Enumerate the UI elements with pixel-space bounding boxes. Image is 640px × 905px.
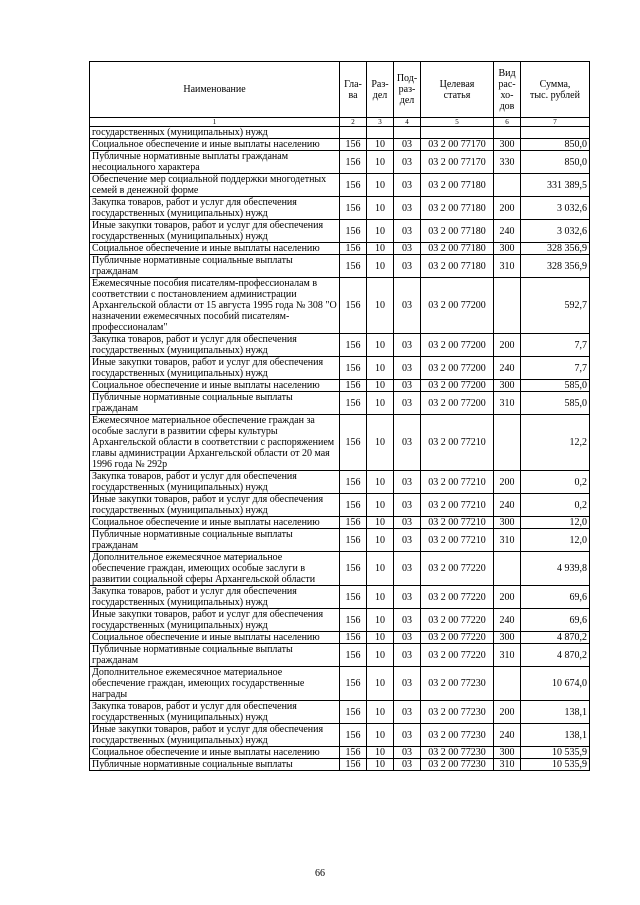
header-statya: Целевая статья — [421, 62, 494, 118]
row-razdel: 10 — [367, 357, 394, 380]
row-podrazdel: 03 — [394, 747, 421, 759]
row-podrazdel: 03 — [394, 139, 421, 151]
row-summa: 331 389,5 — [521, 174, 590, 197]
row-glava: 156 — [340, 759, 367, 771]
row-statya: 03 2 00 77180 — [421, 243, 494, 255]
table-row — [90, 380, 590, 392]
table-row — [90, 759, 590, 771]
row-name: Закупка товаров, работ и услуг для обеспечения государственных (муниципальных) нужд — [90, 197, 340, 220]
row-name: Закупка товаров, работ и услуг для обеспечения государственных (муниципальных) нужд — [90, 586, 340, 609]
row-glava: 156 — [340, 517, 367, 529]
table-row — [90, 415, 590, 471]
row-razdel: 10 — [367, 759, 394, 771]
row-glava: 156 — [340, 471, 367, 494]
row-summa: 138,1 — [521, 724, 590, 747]
table-row — [90, 724, 590, 747]
row-statya: 03 2 00 77170 — [421, 139, 494, 151]
row-statya: 03 2 00 77220 — [421, 632, 494, 644]
column-number: 1 — [90, 118, 340, 127]
table-row — [90, 471, 590, 494]
row-glava: 156 — [340, 632, 367, 644]
table-row — [90, 529, 590, 552]
budget-table-container — [89, 61, 589, 771]
table-row — [90, 139, 590, 151]
row-name: Дополнительное ежемесячное материальное обеспечение граждан, имеющих особые заслуги в развитии социальной сферы Архангельской области — [90, 552, 340, 586]
row-name: Ежемесячное материальное обеспечение граждан за особые заслуги в развитии сферы культуры Архангельской области в соответствии с распоряжением главы администрации Архангельской области от 20 мая 1996 года № 292р — [90, 415, 340, 471]
row-glava: 156 — [340, 494, 367, 517]
row-vid: 200 — [494, 471, 521, 494]
row-razdel: 10 — [367, 529, 394, 552]
row-vid: 200 — [494, 701, 521, 724]
table-row — [90, 357, 590, 380]
column-number-row — [90, 118, 590, 127]
row-podrazdel: 03 — [394, 759, 421, 771]
row-podrazdel: 03 — [394, 334, 421, 357]
row-summa: 69,6 — [521, 609, 590, 632]
table-row — [90, 667, 590, 701]
row-razdel: 10 — [367, 255, 394, 278]
row-glava: 156 — [340, 552, 367, 586]
row-razdel: 10 — [367, 517, 394, 529]
table-row — [90, 151, 590, 174]
row-statya: 03 2 00 77220 — [421, 552, 494, 586]
table-row — [90, 632, 590, 644]
row-name: Иные закупки товаров, работ и услуг для обеспечения государственных (муниципальных) нужд — [90, 357, 340, 380]
row-vid: 240 — [494, 494, 521, 517]
row-podrazdel: 03 — [394, 357, 421, 380]
table-row — [90, 701, 590, 724]
row-summa: 4 870,2 — [521, 632, 590, 644]
table-row — [90, 278, 590, 334]
table-row — [90, 586, 590, 609]
row-glava: 156 — [340, 243, 367, 255]
row-summa: 850,0 — [521, 151, 590, 174]
header-row — [90, 62, 590, 118]
row-glava — [340, 127, 367, 139]
row-razdel: 10 — [367, 667, 394, 701]
header-glava: Гла- ва — [340, 62, 367, 118]
row-name: Иные закупки товаров, работ и услуг для обеспечения государственных (муниципальных) нужд — [90, 220, 340, 243]
row-razdel: 10 — [367, 644, 394, 667]
row-statya: 03 2 00 77180 — [421, 174, 494, 197]
header-vid: Вид рас- хо- дов — [494, 62, 521, 118]
table-body — [90, 127, 590, 771]
row-statya: 03 2 00 77230 — [421, 701, 494, 724]
row-podrazdel: 03 — [394, 494, 421, 517]
row-razdel: 10 — [367, 278, 394, 334]
column-number: 2 — [340, 118, 367, 127]
row-summa: 138,1 — [521, 701, 590, 724]
row-statya: 03 2 00 77230 — [421, 747, 494, 759]
row-podrazdel: 03 — [394, 552, 421, 586]
table-row — [90, 392, 590, 415]
row-glava: 156 — [340, 357, 367, 380]
row-podrazdel: 03 — [394, 609, 421, 632]
row-razdel: 10 — [367, 220, 394, 243]
row-glava: 156 — [340, 667, 367, 701]
row-glava: 156 — [340, 139, 367, 151]
row-name: Социальное обеспечение и иные выплаты населению — [90, 517, 340, 529]
row-statya: 03 2 00 77210 — [421, 415, 494, 471]
row-name: Закупка товаров, работ и услуг для обеспечения государственных (муниципальных) нужд — [90, 334, 340, 357]
row-podrazdel: 03 — [394, 197, 421, 220]
row-summa: 10 535,9 — [521, 759, 590, 771]
row-vid: 310 — [494, 759, 521, 771]
row-summa: 12,0 — [521, 529, 590, 552]
table-row — [90, 243, 590, 255]
row-vid: 240 — [494, 609, 521, 632]
row-glava: 156 — [340, 255, 367, 278]
table-row — [90, 197, 590, 220]
row-vid — [494, 667, 521, 701]
row-vid: 310 — [494, 529, 521, 552]
row-name: Иные закупки товаров, работ и услуг для обеспечения государственных (муниципальных) нужд — [90, 724, 340, 747]
row-statya: 03 2 00 77230 — [421, 759, 494, 771]
row-summa: 4 870,2 — [521, 644, 590, 667]
row-razdel: 10 — [367, 380, 394, 392]
row-razdel: 10 — [367, 471, 394, 494]
row-name: Закупка товаров, работ и услуг для обеспечения государственных (муниципальных) нужд — [90, 471, 340, 494]
row-glava: 156 — [340, 392, 367, 415]
column-number: 7 — [521, 118, 590, 127]
row-podrazdel: 03 — [394, 255, 421, 278]
row-summa: 69,6 — [521, 586, 590, 609]
row-summa: 3 032,6 — [521, 197, 590, 220]
table-row — [90, 552, 590, 586]
row-statya: 03 2 00 77220 — [421, 609, 494, 632]
row-podrazdel — [394, 127, 421, 139]
row-summa — [521, 127, 590, 139]
table-row — [90, 220, 590, 243]
row-vid — [494, 415, 521, 471]
row-glava: 156 — [340, 724, 367, 747]
header-razdel: Раз- дел — [367, 62, 394, 118]
row-name: Публичные нормативные социальные выплаты гражданам — [90, 392, 340, 415]
row-glava: 156 — [340, 644, 367, 667]
row-statya: 03 2 00 77230 — [421, 724, 494, 747]
row-glava: 156 — [340, 174, 367, 197]
row-razdel: 10 — [367, 552, 394, 586]
row-statya: 03 2 00 77220 — [421, 586, 494, 609]
row-razdel: 10 — [367, 334, 394, 357]
row-statya: 03 2 00 77180 — [421, 220, 494, 243]
row-vid: 310 — [494, 644, 521, 667]
row-name: Публичные нормативные выплаты гражданам несоциального характера — [90, 151, 340, 174]
row-summa: 592,7 — [521, 278, 590, 334]
row-statya — [421, 127, 494, 139]
row-podrazdel: 03 — [394, 380, 421, 392]
row-statya: 03 2 00 77210 — [421, 517, 494, 529]
row-razdel: 10 — [367, 701, 394, 724]
row-summa: 328 356,9 — [521, 255, 590, 278]
row-name: Публичные нормативные социальные выплаты гражданам — [90, 255, 340, 278]
table-row — [90, 255, 590, 278]
row-vid: 300 — [494, 243, 521, 255]
row-podrazdel: 03 — [394, 667, 421, 701]
row-vid: 330 — [494, 151, 521, 174]
page-number: 66 — [315, 868, 325, 879]
row-glava: 156 — [340, 609, 367, 632]
row-name: государственных (муниципальных) нужд — [90, 127, 340, 139]
row-vid: 300 — [494, 139, 521, 151]
row-glava: 156 — [340, 278, 367, 334]
row-razdel: 10 — [367, 415, 394, 471]
row-razdel: 10 — [367, 494, 394, 517]
row-razdel: 10 — [367, 197, 394, 220]
row-podrazdel: 03 — [394, 278, 421, 334]
table-row — [90, 494, 590, 517]
row-name: Социальное обеспечение и иные выплаты населению — [90, 139, 340, 151]
table-row — [90, 334, 590, 357]
row-statya: 03 2 00 77180 — [421, 255, 494, 278]
row-statya: 03 2 00 77210 — [421, 529, 494, 552]
row-name: Социальное обеспечение и иные выплаты населению — [90, 243, 340, 255]
row-summa: 7,7 — [521, 357, 590, 380]
row-name: Дополнительное ежемесячное материальное обеспечение граждан, имеющих государственные награды — [90, 667, 340, 701]
row-name: Закупка товаров, работ и услуг для обеспечения государственных (муниципальных) нужд — [90, 701, 340, 724]
row-podrazdel: 03 — [394, 632, 421, 644]
row-vid — [494, 174, 521, 197]
row-name: Публичные нормативные социальные выплаты гражданам — [90, 644, 340, 667]
row-name: Ежемесячные пособия писателям-профессионалам в соответствии с постановлением администрации Архангельской области от 15 августа 1995 года № 308 "О назначении ежемесячных пособий писателям-профессионалам" — [90, 278, 340, 334]
row-glava: 156 — [340, 380, 367, 392]
row-summa: 3 032,6 — [521, 220, 590, 243]
row-vid: 240 — [494, 724, 521, 747]
column-number: 6 — [494, 118, 521, 127]
row-glava: 156 — [340, 701, 367, 724]
row-statya: 03 2 00 77180 — [421, 197, 494, 220]
row-summa: 10 535,9 — [521, 747, 590, 759]
row-podrazdel: 03 — [394, 724, 421, 747]
row-vid — [494, 552, 521, 586]
row-name: Публичные нормативные социальные выплаты гражданам — [90, 529, 340, 552]
table-row — [90, 644, 590, 667]
row-vid: 300 — [494, 632, 521, 644]
row-podrazdel: 03 — [394, 517, 421, 529]
row-razdel: 10 — [367, 609, 394, 632]
header-summa: Сумма, тыс. рублей — [521, 62, 590, 118]
row-summa: 585,0 — [521, 392, 590, 415]
row-podrazdel: 03 — [394, 174, 421, 197]
row-summa: 10 674,0 — [521, 667, 590, 701]
row-podrazdel: 03 — [394, 644, 421, 667]
row-podrazdel: 03 — [394, 471, 421, 494]
column-number: 3 — [367, 118, 394, 127]
row-name: Иные закупки товаров, работ и услуг для обеспечения государственных (муниципальных) нужд — [90, 609, 340, 632]
row-statya: 03 2 00 77210 — [421, 471, 494, 494]
row-statya: 03 2 00 77200 — [421, 334, 494, 357]
row-razdel: 10 — [367, 586, 394, 609]
row-glava: 156 — [340, 197, 367, 220]
row-vid: 200 — [494, 334, 521, 357]
row-vid: 310 — [494, 392, 521, 415]
row-summa: 0,2 — [521, 494, 590, 517]
row-statya: 03 2 00 77210 — [421, 494, 494, 517]
row-vid: 200 — [494, 586, 521, 609]
row-statya: 03 2 00 77170 — [421, 151, 494, 174]
row-statya: 03 2 00 77200 — [421, 357, 494, 380]
row-glava: 156 — [340, 586, 367, 609]
table-row — [90, 747, 590, 759]
row-podrazdel: 03 — [394, 151, 421, 174]
row-glava: 156 — [340, 151, 367, 174]
row-razdel: 10 — [367, 243, 394, 255]
row-podrazdel: 03 — [394, 243, 421, 255]
row-name: Социальное обеспечение и иные выплаты населению — [90, 632, 340, 644]
header-name: Наименование — [90, 62, 340, 118]
row-podrazdel: 03 — [394, 701, 421, 724]
row-razdel: 10 — [367, 174, 394, 197]
row-vid: 300 — [494, 747, 521, 759]
table-row — [90, 609, 590, 632]
row-vid — [494, 127, 521, 139]
row-podrazdel: 03 — [394, 415, 421, 471]
row-statya: 03 2 00 77200 — [421, 380, 494, 392]
row-vid: 240 — [494, 220, 521, 243]
budget-table — [89, 61, 590, 771]
row-vid — [494, 278, 521, 334]
row-summa: 585,0 — [521, 380, 590, 392]
row-glava: 156 — [340, 415, 367, 471]
row-summa: 4 939,8 — [521, 552, 590, 586]
row-podrazdel: 03 — [394, 586, 421, 609]
row-summa: 328 356,9 — [521, 243, 590, 255]
row-summa: 0,2 — [521, 471, 590, 494]
row-glava: 156 — [340, 334, 367, 357]
row-razdel: 10 — [367, 139, 394, 151]
table-row — [90, 174, 590, 197]
row-statya: 03 2 00 77200 — [421, 392, 494, 415]
row-statya: 03 2 00 77230 — [421, 667, 494, 701]
row-vid: 300 — [494, 517, 521, 529]
column-number: 5 — [421, 118, 494, 127]
row-summa: 7,7 — [521, 334, 590, 357]
row-vid: 300 — [494, 380, 521, 392]
row-glava: 156 — [340, 529, 367, 552]
row-name: Социальное обеспечение и иные выплаты населению — [90, 747, 340, 759]
row-podrazdel: 03 — [394, 529, 421, 552]
row-podrazdel: 03 — [394, 392, 421, 415]
row-vid: 240 — [494, 357, 521, 380]
column-number: 4 — [394, 118, 421, 127]
row-razdel: 10 — [367, 392, 394, 415]
table-row — [90, 517, 590, 529]
row-name: Публичные нормативные социальные выплаты — [90, 759, 340, 771]
row-statya: 03 2 00 77220 — [421, 644, 494, 667]
row-razdel — [367, 127, 394, 139]
row-summa: 12,0 — [521, 517, 590, 529]
row-summa: 12,2 — [521, 415, 590, 471]
row-razdel: 10 — [367, 151, 394, 174]
table-row — [90, 127, 590, 139]
row-name: Социальное обеспечение и иные выплаты населению — [90, 380, 340, 392]
row-glava: 156 — [340, 220, 367, 243]
row-razdel: 10 — [367, 724, 394, 747]
row-glava: 156 — [340, 747, 367, 759]
row-summa: 850,0 — [521, 139, 590, 151]
row-razdel: 10 — [367, 747, 394, 759]
row-name: Обеспечение мер социальной поддержки многодетных семей в денежной форме — [90, 174, 340, 197]
row-vid: 310 — [494, 255, 521, 278]
row-vid: 200 — [494, 197, 521, 220]
row-podrazdel: 03 — [394, 220, 421, 243]
header-podrazdel: Под- раз- дел — [394, 62, 421, 118]
row-statya: 03 2 00 77200 — [421, 278, 494, 334]
row-razdel: 10 — [367, 632, 394, 644]
row-name: Иные закупки товаров, работ и услуг для обеспечения государственных (муниципальных) нужд — [90, 494, 340, 517]
